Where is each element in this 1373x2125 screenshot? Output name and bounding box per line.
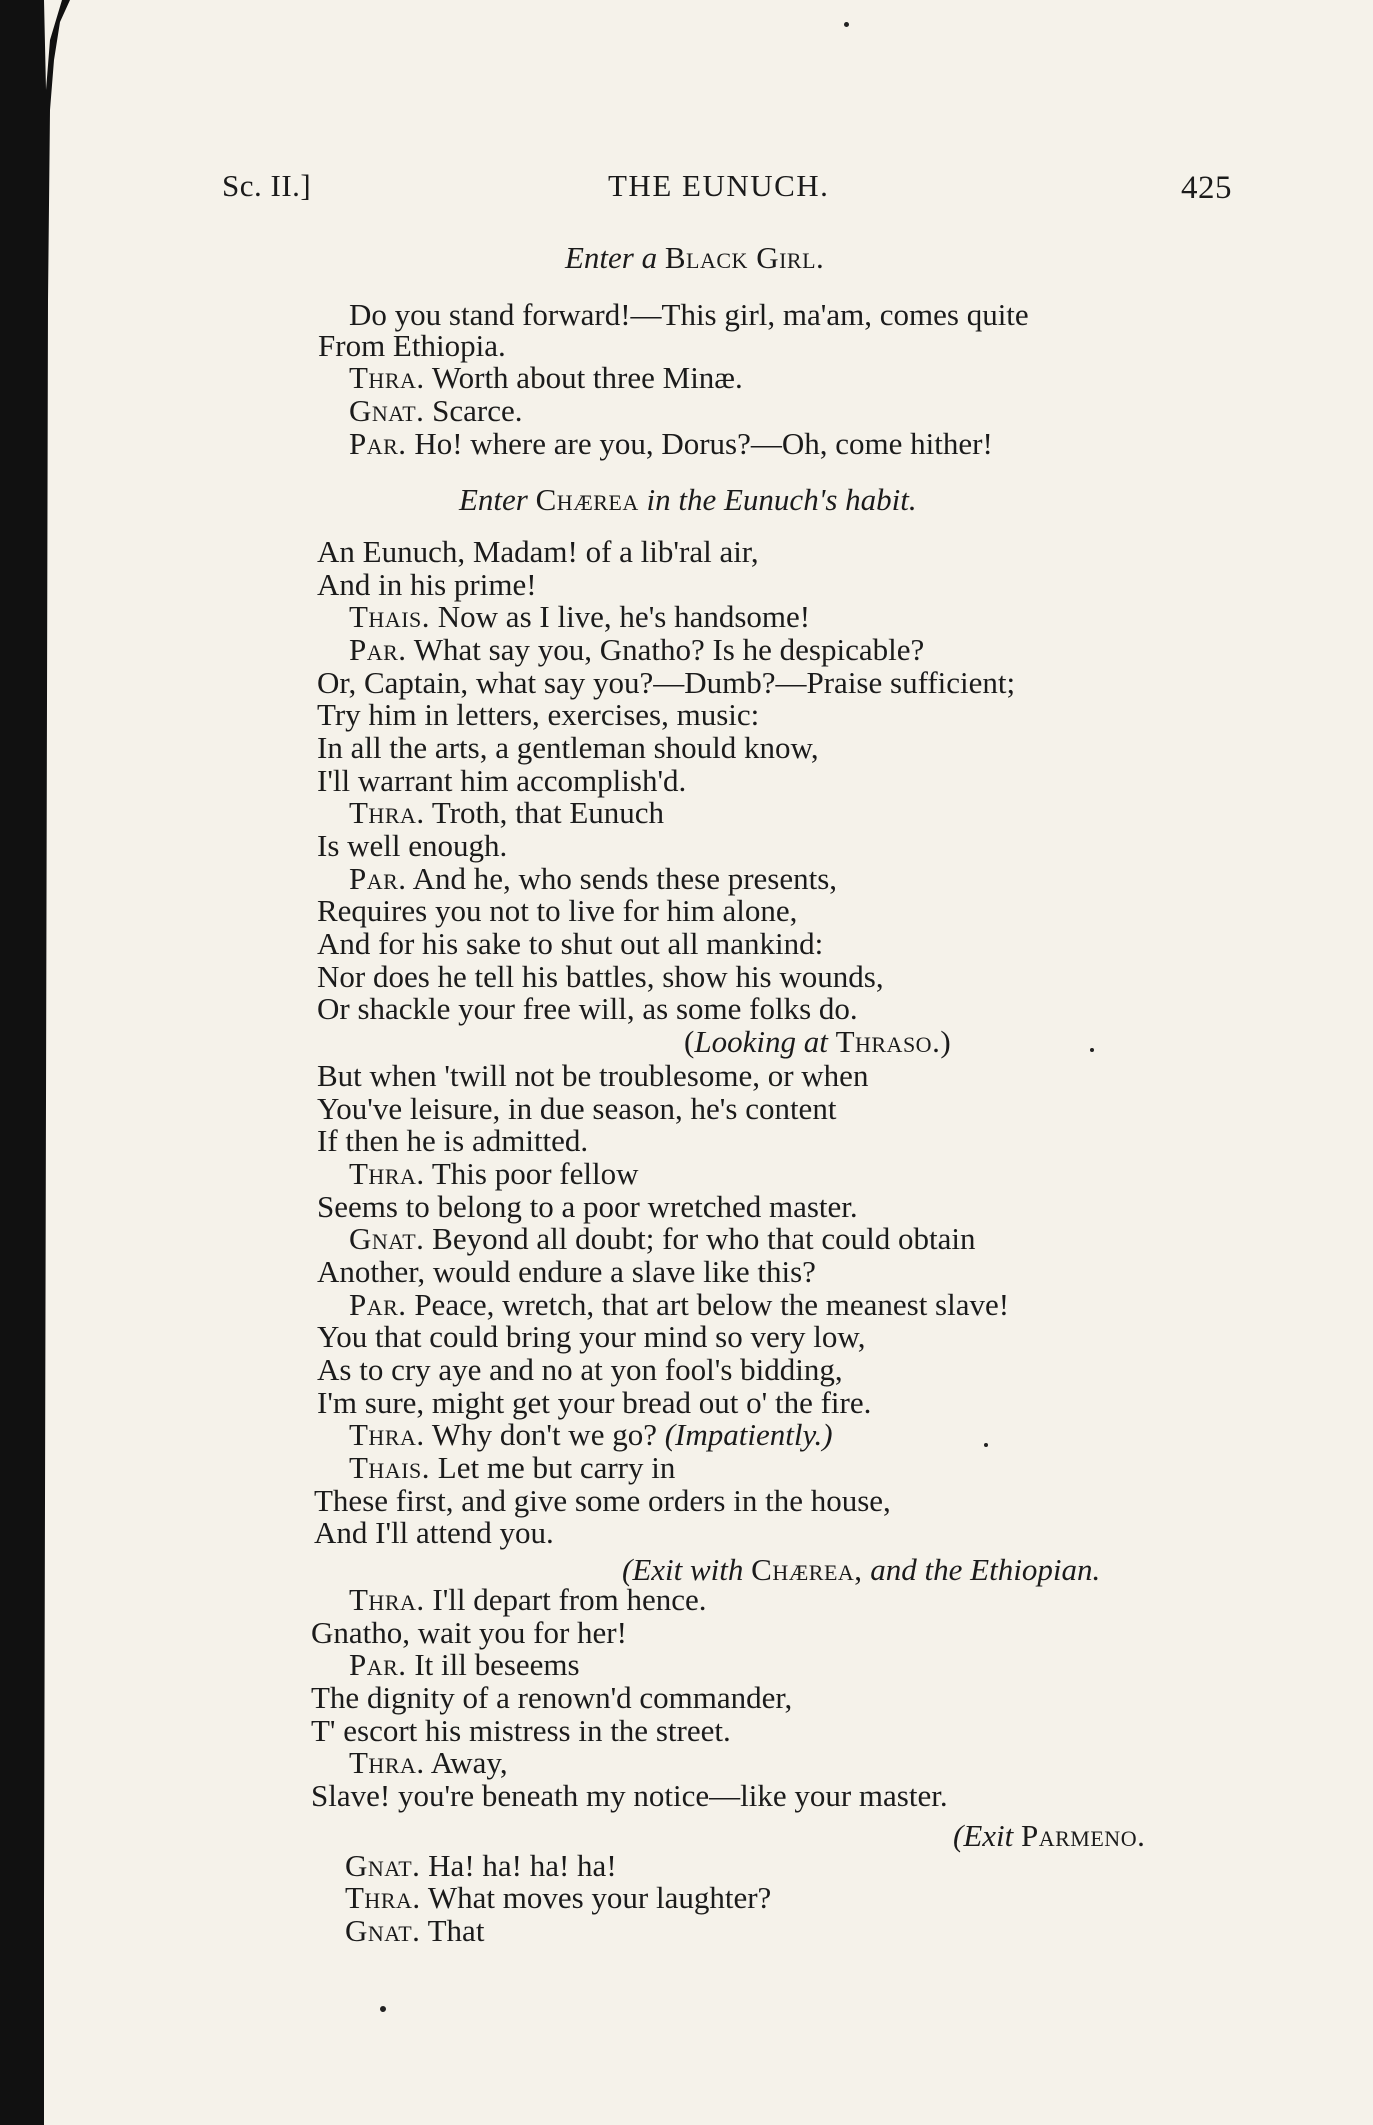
stage-direction: (Impatiently.) bbox=[664, 1417, 833, 1452]
verse-line: Requires you not to live for him alone, bbox=[317, 893, 798, 928]
verse-line: And in his prime! bbox=[317, 567, 537, 602]
verse-line: Or shackle your free will, as some folks do. bbox=[317, 991, 858, 1026]
speech-line: Thra. Troth, that Eunuch bbox=[349, 795, 665, 830]
verse-line: I'm sure, might get your bread out o' the fire. bbox=[317, 1385, 872, 1420]
verse-line: These first, and give some orders in the house, bbox=[314, 1483, 891, 1518]
speaker-name: Gnat. bbox=[349, 1221, 425, 1256]
verse-line: Nor does he tell his battles, show his wounds, bbox=[317, 959, 884, 994]
speaker-name: Par. bbox=[349, 1647, 407, 1682]
verse-line: The dignity of a renown'd commander, bbox=[311, 1680, 793, 1715]
page-title: THE EUNUCH. bbox=[608, 168, 830, 203]
speech-line: Par. And he, who sends these presents, bbox=[349, 861, 838, 896]
ink-speck bbox=[1090, 1048, 1094, 1052]
verse-line: An Eunuch, Madam! of a lib'ral air, bbox=[317, 534, 759, 569]
ink-speck bbox=[984, 1443, 988, 1447]
speech-line: Thra. This poor fellow bbox=[349, 1156, 639, 1191]
speaker-name: Thra. bbox=[345, 1880, 421, 1915]
verse-line: Slave! you're beneath my notice—like your master. bbox=[311, 1778, 948, 1813]
stage-direction: (Looking at Thraso.) bbox=[684, 1024, 951, 1059]
speech-line: Par. What say you, Gnatho? Is he despicable? bbox=[349, 632, 925, 667]
stage-direction: Enter a Black Girl. bbox=[565, 240, 825, 275]
verse-line: Gnatho, wait you for her! bbox=[311, 1615, 627, 1650]
speech-line: Gnat. That bbox=[345, 1913, 485, 1948]
speech-line: Par. Ho! where are you, Dorus?—Oh, come hither! bbox=[349, 426, 993, 461]
verse-line: Seems to belong to a poor wretched master. bbox=[317, 1189, 858, 1224]
verse-line: Another, would endure a slave like this? bbox=[317, 1254, 816, 1289]
speech-line: Thra. What moves your laughter? bbox=[345, 1880, 772, 1915]
speaker-name: Thra. bbox=[349, 1156, 425, 1191]
speaker-name: Thra. bbox=[349, 1745, 425, 1780]
speaker-name: Par. bbox=[349, 632, 407, 667]
speaker-name: Thais. bbox=[349, 1450, 431, 1485]
stage-direction: (Exit Parmeno. bbox=[953, 1818, 1146, 1853]
verse-line: I'll warrant him accomplish'd. bbox=[317, 763, 687, 798]
ink-speck bbox=[380, 2006, 386, 2012]
stage-direction: (Exit with Chærea, and the Ethiopian. bbox=[622, 1552, 1101, 1587]
speech-line: Par. It ill beseems bbox=[349, 1647, 580, 1682]
speaker-name: Gnat. bbox=[349, 393, 425, 428]
speech-line: Thais. Now as I live, he's handsome! bbox=[349, 599, 811, 634]
section-label: Sc. II.] bbox=[222, 168, 312, 203]
verse-line: As to cry aye and no at yon fool's bidding, bbox=[317, 1352, 843, 1387]
verse-line: But when 'twill not be troublesome, or when bbox=[317, 1058, 869, 1093]
speaker-name: Par. bbox=[349, 426, 407, 461]
running-head bbox=[222, 168, 1232, 212]
stage-direction: Enter Chærea in the Eunuch's habit. bbox=[459, 482, 917, 517]
page-binding-shadow bbox=[0, 0, 70, 2125]
page-number: 425 bbox=[1181, 170, 1232, 206]
speaker-name: Thais. bbox=[349, 599, 431, 634]
verse-line: And for his sake to shut out all mankind: bbox=[317, 926, 824, 961]
speech-line: Thra. Worth about three Minæ. bbox=[349, 360, 743, 395]
speech-line: Gnat. Scarce. bbox=[349, 393, 523, 428]
speaker-name: Thra. bbox=[349, 360, 425, 395]
speech-line: Thra. Away, bbox=[349, 1745, 508, 1780]
verse-line: And I'll attend you. bbox=[314, 1515, 554, 1550]
speech-line: Thra. Why don't we go? (Impatiently.) bbox=[349, 1417, 833, 1452]
verse-line: T' escort his mistress in the street. bbox=[311, 1713, 731, 1748]
speech-line: Gnat. Beyond all doubt; for who that could obtain bbox=[349, 1221, 976, 1256]
verse-line: You've leisure, in due season, he's content bbox=[317, 1091, 837, 1126]
verse-line: Or, Captain, what say you?—Dumb?—Praise sufficient; bbox=[317, 665, 1016, 700]
verse-line: You that could bring your mind so very low, bbox=[317, 1319, 866, 1354]
speech-line: Thra. I'll depart from hence. bbox=[349, 1582, 707, 1617]
speaker-name: Gnat. bbox=[345, 1848, 421, 1883]
verse-line: Is well enough. bbox=[317, 828, 508, 863]
speaker-name: Thra. bbox=[349, 795, 425, 830]
verse-line: Do you stand forward!—This girl, ma'am, comes quite bbox=[349, 297, 1029, 332]
verse-line: In all the arts, a gentleman should know, bbox=[317, 730, 819, 765]
speech-line: Par. Peace, wretch, that art below the meanest slave! bbox=[349, 1287, 1010, 1322]
speech-line: Thais. Let me but carry in bbox=[349, 1450, 676, 1485]
speech-line: Gnat. Ha! ha! ha! ha! bbox=[345, 1848, 617, 1883]
speaker-name: Gnat. bbox=[345, 1913, 421, 1948]
speaker-name: Thra. bbox=[349, 1582, 425, 1617]
verse-line: Try him in letters, exercises, music: bbox=[317, 697, 760, 732]
speaker-name: Par. bbox=[349, 1287, 407, 1322]
ink-speck bbox=[844, 22, 849, 27]
verse-line: From Ethiopia. bbox=[318, 328, 506, 363]
speaker-name: Thra. bbox=[349, 1417, 425, 1452]
speaker-name: Par. bbox=[349, 861, 407, 896]
verse-line: If then he is admitted. bbox=[317, 1123, 589, 1158]
